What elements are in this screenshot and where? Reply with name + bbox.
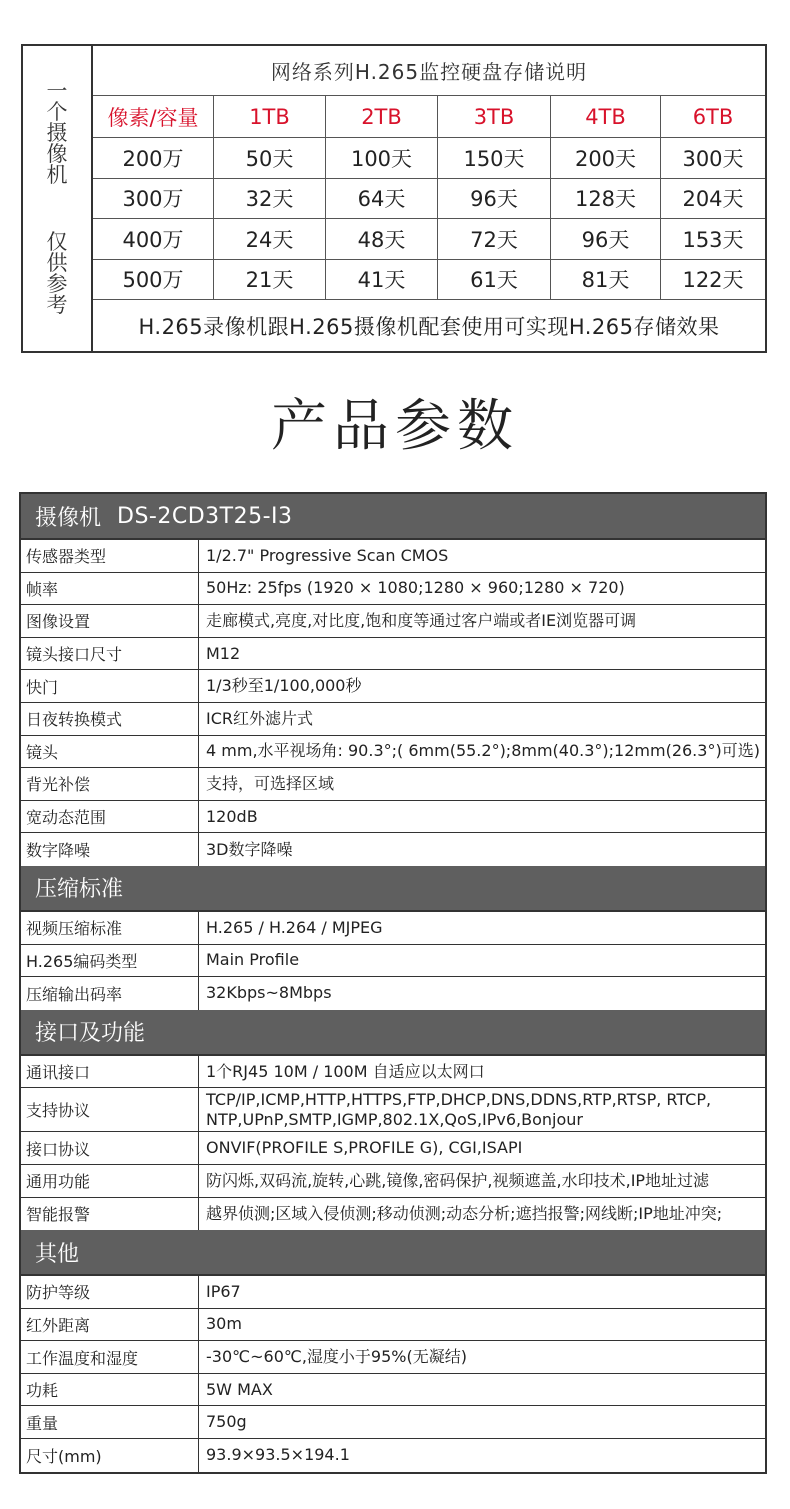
band-camera [21,494,765,540]
storage-grid [93,46,765,351]
table-cell: 400万 [93,219,214,259]
param-value: 3D数字降噪 [206,839,293,859]
storage-title: 网络系列H.265监控硬盘存储说明 [93,46,765,96]
table-cell: 153天 [682,227,744,252]
compression-rows [21,912,765,1010]
table-row [21,540,765,573]
param-value: 93.9×93.5×194.1 [206,1445,350,1465]
table-row [21,801,765,834]
param-value: 1/2.7" Progressive Scan CMOS [206,545,449,565]
param-key: 帧率 [21,573,199,605]
param-value: 30m [206,1314,242,1334]
table-row [93,219,765,260]
params-table [19,492,767,1474]
table-cell: 96天 [551,219,661,259]
param-value: 750g [206,1412,247,1432]
table-row [21,977,765,1010]
param-key: 数字降噪 [21,833,199,866]
param-value: 支持，可选择区域 [206,773,335,793]
table-cell: 72天 [438,219,551,259]
table-cell: 300天 [682,146,744,171]
storage-header-row [93,96,765,138]
side-label-top: 一个摄像机 [46,79,68,187]
header-cell: 6TB [692,104,734,129]
table-row [21,1374,765,1407]
param-key: 图像设置 [21,605,199,637]
table-row [21,1439,765,1472]
table-row [93,179,765,220]
param-key: 镜头 [21,736,199,768]
table-row [21,573,765,606]
table-cell: 32天 [214,179,326,219]
header-cell: 1TB [214,96,326,137]
param-key: 快门 [21,670,199,702]
table-row [21,912,765,945]
table-row [21,1088,765,1132]
param-key: 防护等级 [21,1276,199,1308]
param-value: TCP/IP,ICMP,HTTP,HTTPS,FTP,DHCP,DNS,DDNS,RTP,RTSP, RTCP, NTP,UPnP,SMTP,IGMP,802.1X,QoS,IPv6,Bonjour [206,1089,712,1129]
param-key: 红外距离 [21,1309,199,1341]
table-cell: 64天 [326,179,438,219]
storage-side-label [23,46,93,351]
band-interface: 接口及功能 [21,1010,765,1056]
table-cell: 61天 [438,260,551,300]
param-key: 尺寸(mm) [21,1439,199,1472]
table-row [21,703,765,736]
table-cell: 150天 [438,138,551,178]
camera-model: DS-2CD3T25-I3 [117,503,293,529]
param-value: IP67 [206,1281,241,1301]
param-key: 通用功能 [21,1165,199,1197]
param-value: -30℃~60℃,湿度小于95%(无凝结) [206,1347,467,1367]
table-row [21,1309,765,1342]
storage-footer: H.265录像机跟H.265摄像机配套使用可实现H.265存储效果 [138,314,720,339]
camera-rows [21,540,765,866]
table-cell: 200万 [93,138,214,178]
param-key: 镜头接口尺寸 [21,638,199,670]
param-value: Main Profile [206,950,300,970]
side-label-bottom: 仅供参考 [46,230,68,317]
param-value: 4 mm,水平视场角: 90.3°;( 6mm(55.2°);8mm(40.3°);12mm(26.3°)可选) [206,741,760,761]
param-key: 通讯接口 [21,1056,199,1088]
table-row [21,1165,765,1198]
header-cell: 像素/容量 [93,96,214,137]
param-value: 防闪烁,双码流,旋转,心跳,镜像,密码保护,视频遮盖,水印技术,IP地址过滤 [206,1170,710,1190]
header-cell: 2TB [326,96,438,137]
table-row [93,260,765,301]
param-value: ICR红外滤片式 [206,708,314,728]
param-key: H.265编码类型 [21,945,199,977]
param-key: 智能报警 [21,1198,199,1231]
table-cell: 204天 [682,187,744,212]
header-cell: 3TB [438,96,551,137]
param-value: 1/3秒至1/100,000秒 [206,676,362,696]
table-row [21,1276,765,1309]
table-row [21,736,765,769]
table-row [21,605,765,638]
table-cell: 122天 [682,268,744,293]
param-value: H.265 / H.264 / MJPEG [206,917,383,937]
table-row [21,1132,765,1165]
param-value: 50Hz: 25fps (1920 × 1080;1280 × 960;1280 × 720) [206,578,625,598]
table-row [21,1198,765,1231]
table-cell: 50天 [214,138,326,178]
param-key: 重量 [21,1406,199,1438]
param-value: 120dB [206,806,258,826]
table-row [21,638,765,671]
table-cell: 300万 [93,179,214,219]
table-cell: 128天 [551,179,661,219]
param-value: 越界侦测;区域入侵侦测;移动侦测;动态分析;遮挡报警;网线断;IP地址冲突; [206,1203,723,1223]
param-key: 支持协议 [21,1088,199,1131]
param-key: 接口协议 [21,1132,199,1164]
param-key: 工作温度和湿度 [21,1341,199,1373]
band-compression: 压缩标准 [21,866,765,912]
table-cell: 96天 [438,179,551,219]
param-key: 功耗 [21,1374,199,1406]
param-value: 5W MAX [206,1379,273,1399]
param-value: 1个RJ45 10M / 100M 自适应以太网口 [206,1061,485,1081]
table-row [21,1056,765,1089]
param-key: 压缩输出码率 [21,977,199,1010]
band-other: 其他 [21,1230,765,1276]
section-title: 产品参数 [271,394,519,459]
param-key: 视频压缩标准 [21,912,199,944]
storage-table [21,44,767,353]
band-camera-label: 摄像机 [35,505,102,531]
param-value: 32Kbps~8Mbps [206,983,332,1003]
table-cell: 81天 [551,260,661,300]
table-cell: 500万 [93,260,214,300]
table-cell: 41天 [326,260,438,300]
table-cell: 200天 [551,138,661,178]
header-cell: 4TB [551,96,661,137]
table-cell: 48天 [326,219,438,259]
table-cell: 100天 [326,138,438,178]
param-key: 传感器类型 [21,540,199,572]
param-key: 宽动态范围 [21,801,199,833]
table-cell: 24天 [214,219,326,259]
table-row [21,670,765,703]
param-value: ONVIF(PROFILE S,PROFILE G), CGI,ISAPI [206,1138,523,1158]
table-cell: 21天 [214,260,326,300]
table-row [21,1406,765,1439]
param-value: M12 [206,643,241,663]
table-row [93,138,765,179]
table-row [21,768,765,801]
table-row [21,1341,765,1374]
table-row [21,833,765,866]
other-rows [21,1276,765,1472]
table-row [21,945,765,978]
param-value: 走廊模式,亮度,对比度,饱和度等通过客户端或者IE浏览器可调 [206,610,637,630]
interface-rows [21,1056,765,1230]
param-key: 日夜转换模式 [21,703,199,735]
param-key: 背光补偿 [21,768,199,800]
